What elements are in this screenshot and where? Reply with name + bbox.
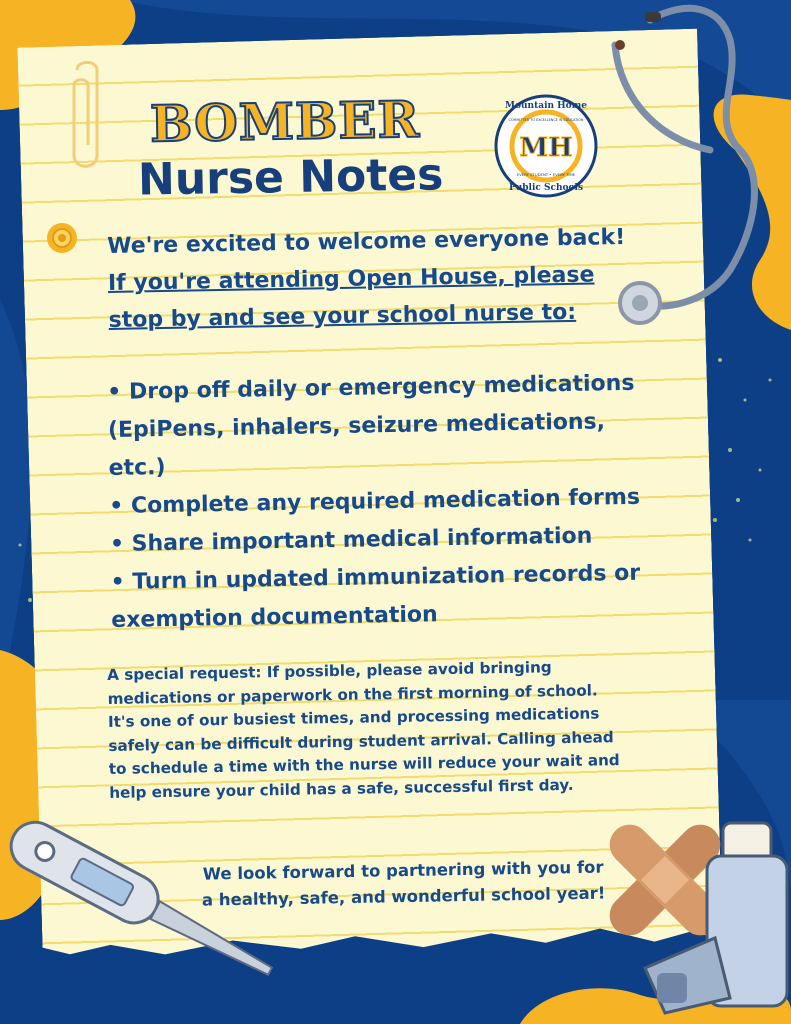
request-line: A special request: If possible, please avoid bringing [107, 658, 552, 684]
logo-ring-text: COMMITTED TO EXCELLENCE IN EDUCATION [508, 118, 584, 122]
list-item-cont: exemption documentation [111, 602, 438, 633]
list-item: • Complete any required medication forms [109, 484, 641, 519]
intro-line-1: We're excited to welcome everyone back! [107, 224, 626, 259]
logo-motto: EVERY STUDENT • EVERY TIME [516, 172, 576, 177]
logo-monogram: MH [519, 133, 573, 163]
list-item: • Drop off daily or emergency medications [107, 370, 635, 405]
special-request-paragraph [107, 655, 649, 806]
closing-message [178, 854, 629, 914]
list-item-cont: (EpiPens, inhalers, seizure medications, [107, 409, 606, 443]
request-line: to schedule a time with the nurse will reduce your wait and [108, 751, 620, 779]
list-item: • Turn in updated immunization records or [110, 560, 641, 595]
list-item: • Share important medical information [109, 523, 593, 557]
request-line: safely can be difficult during student arrival. Calling ahead [108, 727, 614, 755]
intro-line-3: stop by and see your school nurse to: [108, 299, 577, 333]
logo-top-text: Mountain Home [505, 101, 587, 111]
request-line: help ensure your child has a safe, successful first day. [109, 775, 574, 802]
logo-bottom-text: Public Schools [508, 183, 584, 193]
closing-line: a healthy, safe, and wonderful school year! [201, 883, 606, 910]
title-bomber: BOMBER [149, 89, 421, 154]
school-logo [494, 94, 598, 198]
list-item-cont: etc.) [108, 454, 166, 481]
title-nurse-notes: Nurse Notes [137, 149, 444, 206]
request-line: It's one of our busiest times, and processing medications [107, 704, 600, 732]
intro-text [107, 218, 669, 339]
intro-line-2: If you're attending Open House, please [107, 262, 595, 296]
closing-line: We look forward to partnering with you for [202, 857, 604, 884]
nurse-task-list [107, 365, 652, 640]
request-line: medications or paperwork on the first morning of school. [107, 681, 598, 708]
